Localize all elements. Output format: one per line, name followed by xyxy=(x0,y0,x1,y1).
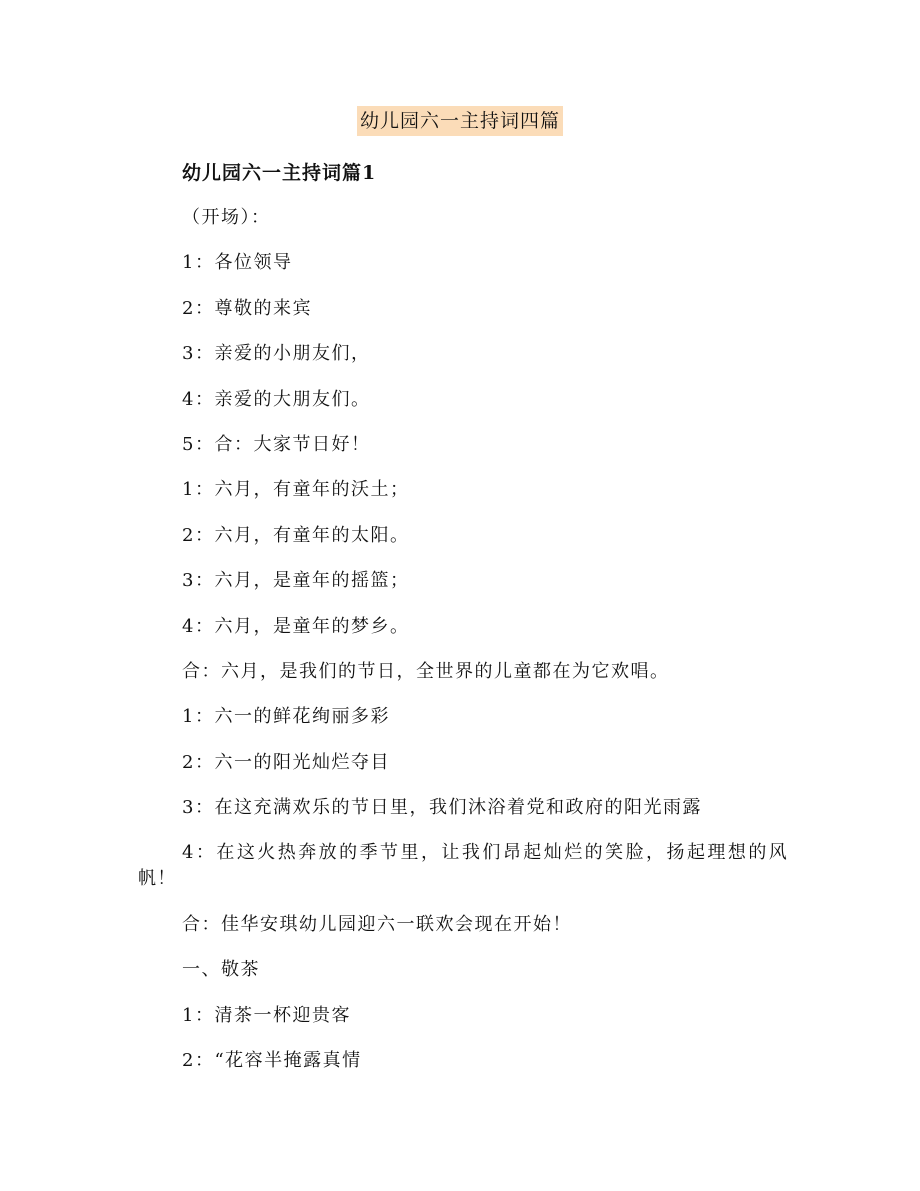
paragraph-line: 4：亲爱的大朋友们。 xyxy=(182,388,371,410)
paragraph-line: 3：在这充满欢乐的节日里，我们沐浴着党和政府的阳光雨露 xyxy=(182,797,702,819)
paragraph-line: 1：六一的鲜花绚丽多彩 xyxy=(182,706,390,728)
paragraph-line: 1：六月，有童年的沃土； xyxy=(182,479,410,501)
paragraph-line: 2：“花容半掩露真情 xyxy=(182,1050,362,1072)
paragraph-opening: （开场）： xyxy=(182,207,271,228)
paragraph-section-label: 一、敬茶 xyxy=(182,959,260,981)
document-title: 幼儿园六一主持词四篇 xyxy=(357,106,563,136)
paragraph-line: 3：六月，是童年的摇篮； xyxy=(182,570,410,592)
title-container xyxy=(0,106,920,136)
section-heading: 幼儿园六一主持词篇1 xyxy=(182,162,377,184)
paragraph-line: 合：佳华安琪幼儿园迎六一联欢会现在开始！ xyxy=(182,913,572,935)
paragraph-line: 5：合：大家节日好！ xyxy=(182,433,371,455)
paragraph-line: 2：六月，有童年的太阳。 xyxy=(182,524,410,546)
paragraph-line: 合：六月，是我们的节日，全世界的儿童都在为它欢唱。 xyxy=(182,660,670,682)
paragraph-line: 1：各位领导 xyxy=(182,252,293,274)
paragraph-line: 2：尊敬的来宾 xyxy=(182,297,312,319)
body-text xyxy=(138,205,788,1093)
paragraph-line: 4：六月，是童年的梦乡。 xyxy=(182,615,410,637)
paragraph-line: 1：清茶一杯迎贵客 xyxy=(182,1004,351,1026)
paragraph-line: 3：亲爱的小朋友们， xyxy=(182,343,371,365)
paragraph-line-wrapped: 4：在这火热奔放的季节里，让我们昂起灿烂的笑脸，扬起理想的风帆！ xyxy=(138,842,788,890)
paragraph-line: 2：六一的阳光灿烂夺目 xyxy=(182,751,390,773)
